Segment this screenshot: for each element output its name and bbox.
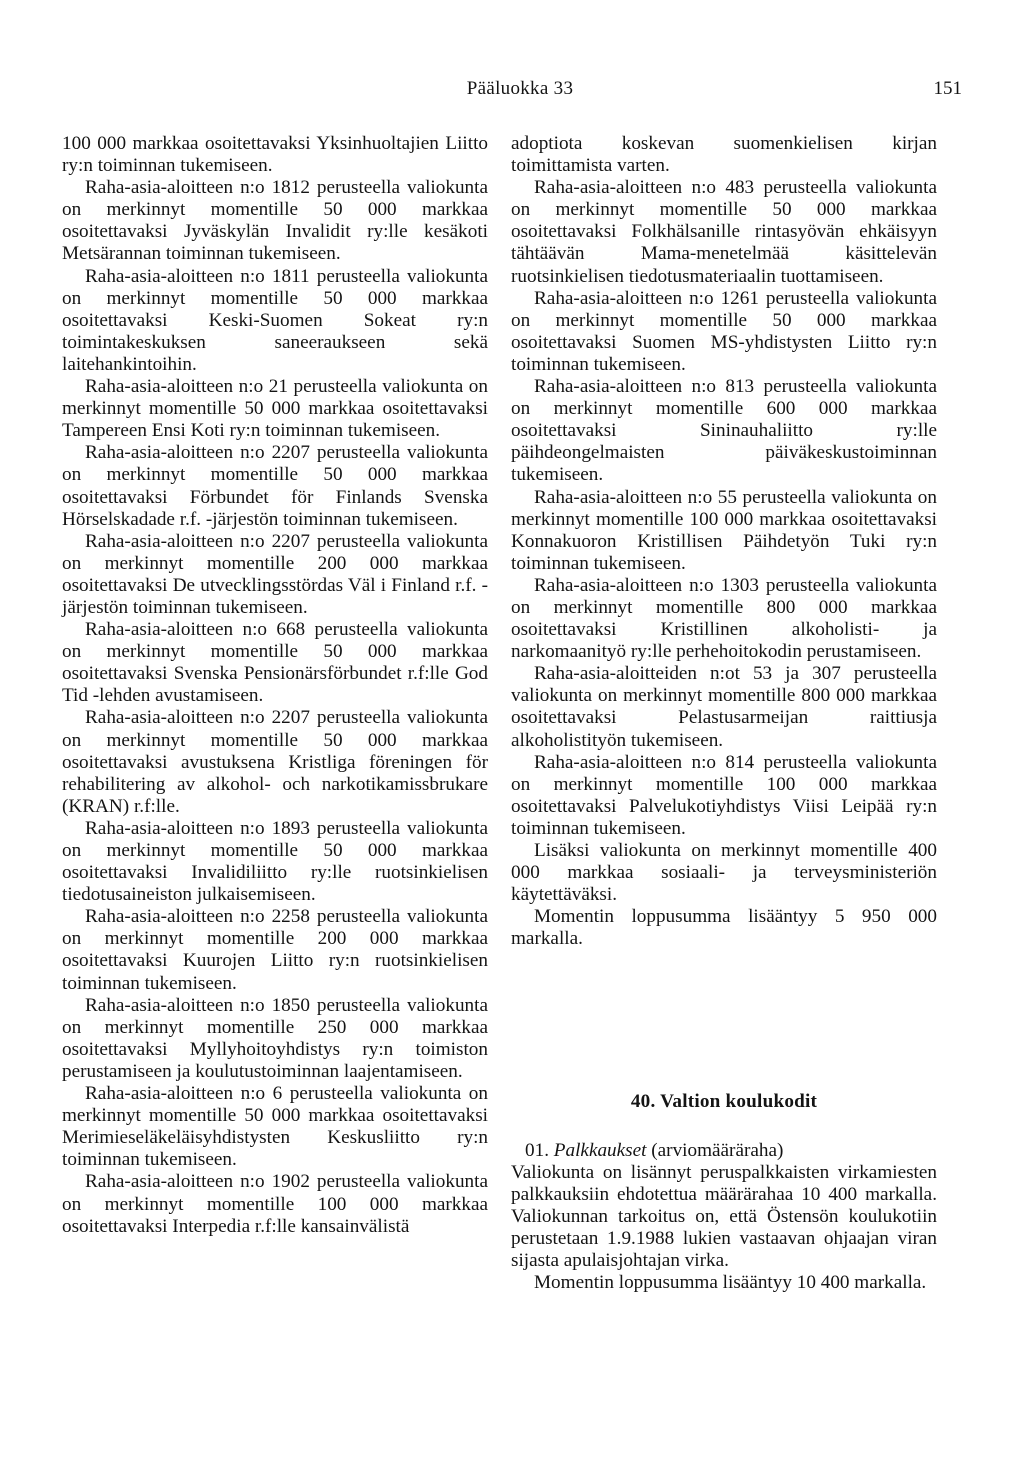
- paragraph: Raha-asia-aloitteen n:o 483 perusteella valiokunta on merkinnyt momentille 50 000 markkaa osoitettavaksi Folkhälsanille rintasyövän ehkäisyyn tähtäävän Mama-menetelmää käsittelevän ruotsinkielisen tiedotusmateriaalin tuottamiseen.: [511, 177, 937, 287]
- paragraph: Raha-asia-aloitteen n:o 2207 perusteella valiokunta on merkinnyt momentille 50 000 markkaa osoitettavaksi Förbundet för Finlands Svenska Hörselskadade r.f. -järjestön toiminnan tukemiseen.: [62, 442, 488, 530]
- paragraph: Raha-asia-aloitteen n:o 1811 perusteella valiokunta on merkinnyt momentille 50 000 markkaa osoitettavaksi Keski-Suomen Sokeat ry:n toimintakeskuksen saneeraukseen sekä laitehankintoihin.: [62, 265, 488, 375]
- paragraph: Momentin loppusumma lisääntyy 5 950 000 markalla.: [511, 906, 937, 950]
- paragraph: Raha-asia-aloitteiden n:ot 53 ja 307 perusteella valiokunta on merkinnyt momentille 800 000 markkaa osoitettavaksi Pelastusarmeijan raittiusja alkoholistityön tukemiseen.: [511, 663, 937, 751]
- paragraph: Raha-asia-aloitteen n:o 2258 perusteella valiokunta on merkinnyt momentille 200 000 markkaa osoitettavaksi Kuurojen Liitto ry:n ruotsinkielisen toiminnan tukemiseen.: [62, 906, 488, 994]
- left-column: [62, 133, 488, 1238]
- paragraph: Raha-asia-aloitteen n:o 21 perusteella valiokunta on merkinnyt momentille 50 000 markkaa osoitettavaksi Tampereen Ensi Koti ry:n toiminnan tukemiseen.: [62, 376, 488, 442]
- paragraph: Raha-asia-aloitteen n:o 1303 perusteella valiokunta on merkinnyt momentille 800 000 markkaa osoitettavaksi Kristillinen alkoholisti- ja narkomaanityö ry:lle perhehoitokodin perustamiseen.: [511, 574, 937, 663]
- section-heading: 40. Valtion koulukodit: [630, 1091, 818, 1113]
- item-note: (arviomääräraha): [651, 1139, 784, 1161]
- item-number: 01.: [525, 1139, 549, 1161]
- running-head: [0, 78, 1024, 108]
- subsection-heading: [511, 1140, 937, 1162]
- paragraph: Raha-asia-aloitteen n:o 1902 perusteella valiokunta on merkinnyt momentille 100 000 markkaa osoitettavaksi Interpedia r.f:lle kansainvälistä: [62, 1171, 488, 1237]
- paragraph: adoptiota koskevan suomenkielisen kirjan toimittamista varten.: [511, 133, 937, 177]
- right-column: [511, 133, 937, 1294]
- page-number: 151: [933, 78, 962, 99]
- paragraph: 100 000 markkaa osoitettavaksi Yksinhuoltajien Liitto ry:n toiminnan tukemiseen.: [62, 133, 488, 177]
- paragraph: Momentin loppusumma lisääntyy 10 400 markalla.: [534, 1272, 927, 1294]
- paragraph: Valiokunta on lisännyt peruspalkkaisten virkamiesten palkkauksiin ehdotettua määrärahaa 10 400 markalla. Valiokunnan tarkoitus on, että Östensön koulukotiin perustetaan 1.9.1988 lukien vastaavan ohjaajan viran sijasta apulaisjohtajan virka.: [511, 1161, 937, 1272]
- paragraph: Raha-asia-aloitteen n:o 813 perusteella valiokunta on merkinnyt momentille 600 000 markkaa osoitettavaksi Sininauhaliitto ry:lle päihdeongelmaisten päiväkeskustoiminnan tukemiseen.: [511, 376, 937, 486]
- paragraph: Raha-asia-aloitteen n:o 1893 perusteella valiokunta on merkinnyt momentille 50 000 markkaa osoitettavaksi Invalidiliitto ry:lle ruotsinkielisen tiedotusaineiston julkaisemiseen.: [62, 817, 488, 906]
- paragraph: Raha-asia-aloitteen n:o 6 perusteella valiokunta on merkinnyt momentille 50 000 markkaa osoitettavaksi Merimieseläkeläisyhdistysten Keskusliitto ry:n toiminnan tukemiseen.: [62, 1083, 488, 1171]
- paragraph: Lisäksi valiokunta on merkinnyt momentille 400 000 markkaa sosiaali- ja terveysministeriön käytettäväksi.: [511, 840, 937, 906]
- paragraph: Raha-asia-aloitteen n:o 1850 perusteella valiokunta on merkinnyt momentille 250 000 markkaa osoitettavaksi Myllyhoitoyhdistys ry:n toimiston perustamiseen ja koulutustoiminnan laajentamiseen.: [62, 994, 488, 1082]
- paragraph: Raha-asia-aloitteen n:o 55 perusteella valiokunta on merkinnyt momentille 100 000 markkaa osoitettavaksi Konnakuoron Kristillisen Päihdetyön Tuki ry:n toiminnan tukemiseen.: [511, 486, 937, 574]
- item-title: Palkkaukset: [553, 1139, 647, 1161]
- paragraph: Raha-asia-aloitteen n:o 668 perusteella valiokunta on merkinnyt momentille 50 000 markkaa osoitettavaksi Svenska Pensionärsförbundet r.f:lle God Tid -lehden avustamiseen.: [62, 619, 488, 707]
- paragraph: Raha-asia-aloitteen n:o 1261 perusteella valiokunta on merkinnyt momentille 50 000 markkaa osoitettavaksi Suomen MS-yhdistysten Liitto ry:n toiminnan tukemiseen.: [511, 287, 937, 375]
- paragraph: Raha-asia-aloitteen n:o 2207 perusteella valiokunta on merkinnyt momentille 200 000 markkaa osoitettavaksi De utvecklingsstördas Väl i Finland r.f. -järjestön toiminnan tukemiseen.: [62, 530, 488, 618]
- paragraph: Raha-asia-aloitteen n:o 814 perusteella valiokunta on merkinnyt momentille 100 000 markkaa osoitettavaksi Palvelukotiyhdistys Viisi Leipää ry:n toiminnan tukemiseen.: [511, 751, 937, 839]
- paragraph: Raha-asia-aloitteen n:o 1812 perusteella valiokunta on merkinnyt momentille 50 000 markkaa osoitettavaksi Jyväskylän Invalidit ry:lle kesäkoti Metsärannan toiminnan tukemiseen.: [62, 177, 488, 265]
- paragraph: Raha-asia-aloitteen n:o 2207 perusteella valiokunta on merkinnyt momentille 50 000 markkaa osoitettavaksi avustuksena Kristliga föreningen för rehabilitering av alkohol- och narkotikamissbrukare (KRAN) r.f:lle.: [62, 707, 488, 817]
- header-title: Pääluokka 33: [466, 78, 574, 99]
